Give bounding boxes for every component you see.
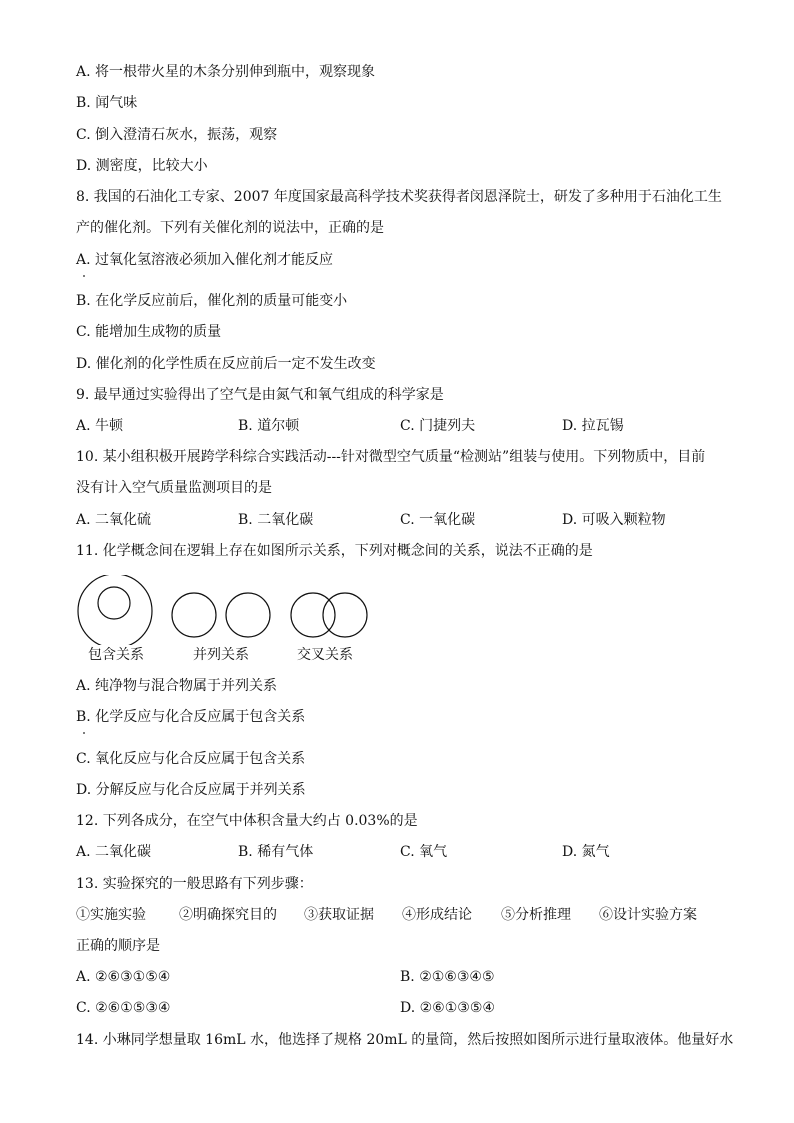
q13-step-4: ④形成结论 [402,907,472,923]
q12-option-c: C. 氧气 [400,844,448,860]
q12-option-a: A. 二氧化碳 [76,844,152,860]
q11-option-b: B. 化学反应与化合反应属于包含关系 [76,709,306,725]
q10-option-a: A. 二氧化硫 [76,512,152,528]
label-parallel: 并列关系 [193,647,249,663]
parallel-diagram [172,593,270,637]
left-overlap-circle [291,593,335,637]
q11-option-d: D. 分解反应与化合反应属于并列关系 [76,782,306,798]
q7-option-a: A. 将一根带火星的木条分别伸到瓶中，观察现象 [76,64,376,80]
q13-step-2: ②明确探究目的 [179,907,277,923]
q13-step-1: ①实施实验 [76,907,146,923]
q13-prompt: 正确的顺序是 [76,938,160,954]
q8-option-b: B. 在化学反应前后，催化剂的质量可能变小 [76,293,348,309]
q8-stem-line2: 产的催化剂。下列有关催化剂的说法中，正确的是 [76,220,384,236]
q10-option-d: D. 可吸入颗粒物 [562,512,666,528]
q9-stem: 9. 最早通过实验得出了空气是由氮气和氧气组成的科学家是 [76,387,444,403]
q11-option-a: A. 纯净物与混合物属于并列关系 [76,678,278,694]
right-circle [226,593,270,637]
q7-option-b: B. 闻气味 [76,95,138,111]
q13-option-d: D. ②⑥①③⑤④ [400,1000,495,1016]
q12-option-d: D. 氮气 [562,844,610,860]
q8-option-a: A. 过氧化氢溶液必须加入催化剂才能反应 [76,252,334,268]
outer-circle [78,575,152,645]
q7-option-c: C. 倒入澄清石灰水，振荡，观察 [76,127,278,143]
q7-option-d: D. 测密度，比较大小 [76,158,208,174]
q10-option-c: C. 一氧化碳 [400,512,476,528]
q8-stem-line1: 8. 我国的石油化工专家、2007 年度国家最高科学技术奖获得者闵恩泽院士，研发了多种用于石油化工生 [76,189,722,205]
q13-stem: 13. 实验探究的一般思路有下列步骤： [76,876,313,892]
intersection-diagram [291,593,367,637]
stray-dot [83,732,85,734]
label-inclusion: 包含关系 [88,647,144,663]
q13-step-3: ③获取证据 [304,907,374,923]
q14-stem-line1: 14. 小琳同学想量取 16mL 水，他选择了规格 20mL 的量筒，然后按照如图所示进行量取液体。他量好水 [76,1032,734,1048]
inclusion-diagram [78,575,152,645]
q8-option-c: C. 能增加生成物的质量 [76,324,222,340]
q10-option-b: B. 二氧化碳 [238,512,314,528]
q9-option-b: B. 道尔顿 [238,418,300,434]
label-intersection: 交叉关系 [297,647,353,663]
q10-stem-line1: 10. 某小组积极开展跨学科综合实践活动---针对微型空气质量“检测站”组装与使用。下列物质中，目前 [76,449,706,465]
q13-option-c: C. ②⑥①⑤③④ [76,1000,171,1016]
q13-option-b: B. ②①⑥③④⑤ [400,969,495,985]
q11-option-c: C. 氧化反应与化合反应属于包含关系 [76,751,306,767]
q9-option-d: D. 拉瓦锡 [562,418,624,434]
q9-option-a: A. 牛顿 [76,418,124,434]
left-circle [172,593,216,637]
q8-option-d: D. 催化剂的化学性质在反应前后一定不发生改变 [76,356,376,372]
inner-circle [98,587,130,619]
q9-option-c: C. 门捷列夫 [400,418,476,434]
q13-step-6: ⑥设计实验方案 [599,907,697,923]
right-overlap-circle [323,593,367,637]
q11-stem: 11. 化学概念间在逻辑上存在如图所示关系，下列对概念间的关系，说法不正确的是 [76,543,593,559]
q13-step-5: ⑤分析推理 [501,907,571,923]
q12-stem: 12. 下列各成分，在空气中体积含量大约占 0.03%的是 [76,813,418,829]
q13-option-a: A. ②⑥③①⑤④ [76,969,171,985]
stray-dot [83,275,85,277]
q12-option-b: B. 稀有气体 [238,844,314,860]
concept-relation-diagram [70,575,380,645]
q10-stem-line2: 没有计入空气质量监测项目的是 [76,480,272,496]
